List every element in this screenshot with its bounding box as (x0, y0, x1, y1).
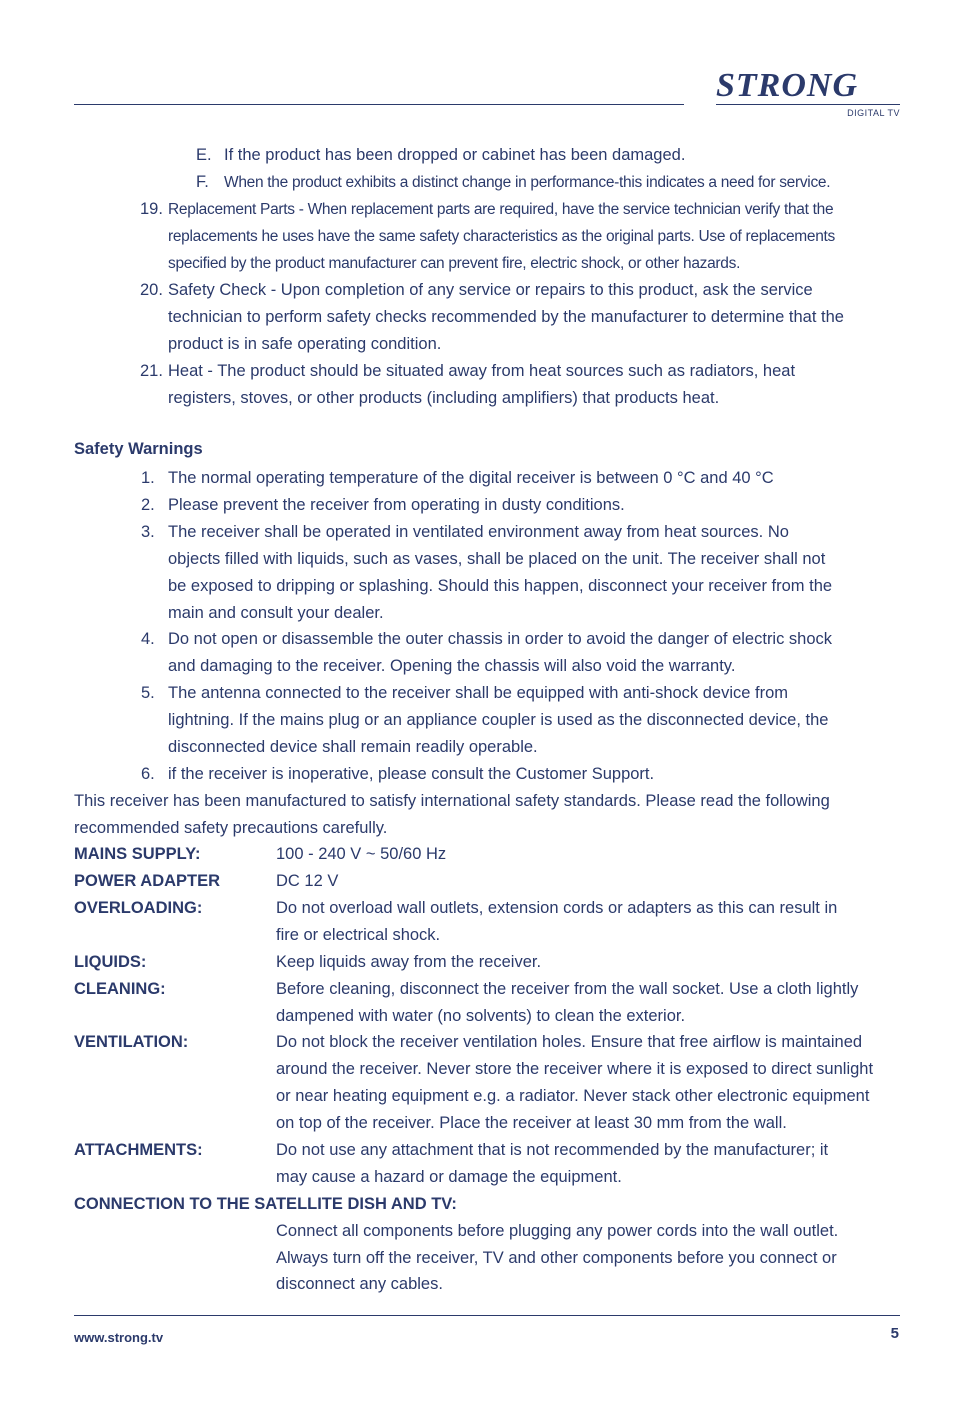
safety-item-num: 4. (141, 630, 155, 648)
spec-value: around the receiver. Never store the receiver where it is exposed to direct sunlight (276, 1060, 874, 1078)
spec-value: Before cleaning, disconnect the receiver from the wall socket. Use a cloth lightly (276, 980, 859, 998)
item-21-num: 21. (140, 362, 163, 380)
safety-item-num: 5. (141, 684, 155, 702)
footer-url: www.strong.tv (74, 1330, 164, 1345)
safety-item-num: 2. (141, 496, 155, 514)
spec-value: 100 - 240 V ~ 50/60 Hz (276, 845, 447, 863)
item-f-text: When the product exhibits a distinct change in performance-this indicates a need for service. (224, 174, 831, 191)
item-19-line: Replacement Parts - When replacement parts are required, have the service technician verify that the (168, 201, 834, 218)
connection-line: Always turn off the receiver, TV and other components before you connect or (276, 1249, 837, 1267)
item-19-line: specified by the product manufacturer can prevent fire, electric shock, or other hazards. (168, 255, 741, 272)
spec-label-ventilation: VENTILATION: (74, 1033, 189, 1051)
spec-value: Keep liquids away from the receiver. (276, 953, 542, 971)
safety-item-line: and damaging to the receiver. Opening the chassis will also void the warranty. (168, 657, 736, 675)
spec-label-power-adapter: POWER ADAPTER (74, 872, 221, 890)
intro-line: This receiver has been manufactured to satisfy international safety standards. Please read the following (74, 792, 830, 810)
item-20-num: 20. (140, 281, 163, 299)
logo-underline (716, 104, 900, 105)
item-21-line: Heat - The product should be situated away from heat sources such as radiators, heat (168, 362, 796, 380)
logo-wordmark: STRONG (716, 67, 859, 104)
safety-item-line: be exposed to dripping or splashing. Should this happen, disconnect your receiver from the (168, 577, 833, 595)
item-21-line: registers, stoves, or other products (including amplifiers) that products heat. (168, 389, 720, 407)
spec-value: Do not use any attachment that is not recommended by the manufacturer; it (276, 1141, 829, 1159)
connection-label: CONNECTION TO THE SATELLITE DISH AND TV: (74, 1195, 457, 1213)
item-e-text: If the product has been dropped or cabinet has been damaged. (224, 146, 686, 164)
spec-value: on top of the receiver. Place the receiver at least 30 mm from the wall. (276, 1114, 787, 1132)
spec-value: fire or electrical shock. (276, 926, 441, 944)
safety-item-line: Do not open or disassemble the outer chassis in order to avoid the danger of electric shock (168, 630, 833, 648)
spec-value: may cause a hazard or damage the equipment. (276, 1168, 622, 1186)
strong-logo (716, 66, 902, 118)
safety-item-num: 6. (141, 765, 155, 783)
spec-label-overloading: OVERLOADING: (74, 899, 203, 917)
safety-item-line: The receiver shall be operated in ventilated environment away from heat sources. No (168, 523, 789, 541)
spec-label-liquids: LIQUIDS: (74, 953, 147, 971)
safety-item-line: if the receiver is inoperative, please consult the Customer Support. (168, 765, 655, 783)
safety-item-line: The antenna connected to the receiver shall be equipped with anti-shock device from (168, 684, 789, 702)
spec-value: Do not block the receiver ventilation holes. Ensure that free airflow is maintained (276, 1033, 863, 1051)
item-20-line: Safety Check - Upon completion of any service or repairs to this product, ask the service (168, 281, 813, 299)
spec-value: dampened with water (no solvents) to clean the exterior. (276, 1007, 686, 1025)
safety-item-num: 3. (141, 523, 155, 541)
item-f-num: F. (196, 173, 209, 191)
connection-line: disconnect any cables. (276, 1275, 443, 1293)
footer-rule (74, 1315, 900, 1316)
item-e-num: E. (196, 146, 212, 164)
item-19-num: 19. (140, 200, 163, 218)
safety-item-line: lightning. If the mains plug or an appliance coupler is used as the disconnected device, the (168, 711, 829, 729)
intro-line: recommended safety precautions carefully. (74, 819, 388, 837)
spec-value: or near heating equipment e.g. a radiator. Never stack other electronic equipment (276, 1087, 870, 1105)
item-20-line: technician to perform safety checks recommended by the manufacturer to determine that the (168, 308, 844, 326)
header-rule (74, 104, 684, 105)
safety-item-line: disconnected device shall remain readily operable. (168, 738, 538, 756)
spec-value: Do not overload wall outlets, extension cords or adapters as this can result in (276, 899, 838, 917)
safety-item-line: Please prevent the receiver from operating in dusty conditions. (168, 496, 625, 514)
item-20-line: product is in safe operating condition. (168, 335, 442, 353)
spec-label-cleaning: CLEANING: (74, 980, 166, 998)
spec-value: DC 12 V (276, 872, 339, 890)
connection-line: Connect all components before plugging any power cords into the wall outlet. (276, 1222, 839, 1240)
safety-warnings-heading: Safety Warnings (74, 440, 203, 458)
item-19-line: replacements he uses have the same safety characteristics as the original parts. Use of replacements (168, 228, 835, 245)
safety-item-line: main and consult your dealer. (168, 604, 384, 622)
page-number: 5 (890, 1325, 899, 1342)
safety-item-line: The normal operating temperature of the digital receiver is between 0 °C and 40 °C (168, 469, 774, 487)
safety-item-num: 1. (141, 469, 155, 487)
safety-item-line: objects filled with liquids, such as vases, shall be placed on the unit. The receiver shall not (168, 550, 826, 568)
spec-label-attachments: ATTACHMENTS: (74, 1141, 203, 1159)
spec-label-mains: MAINS SUPPLY: (74, 845, 201, 863)
logo-subtitle: DIGITAL TV (847, 108, 900, 118)
